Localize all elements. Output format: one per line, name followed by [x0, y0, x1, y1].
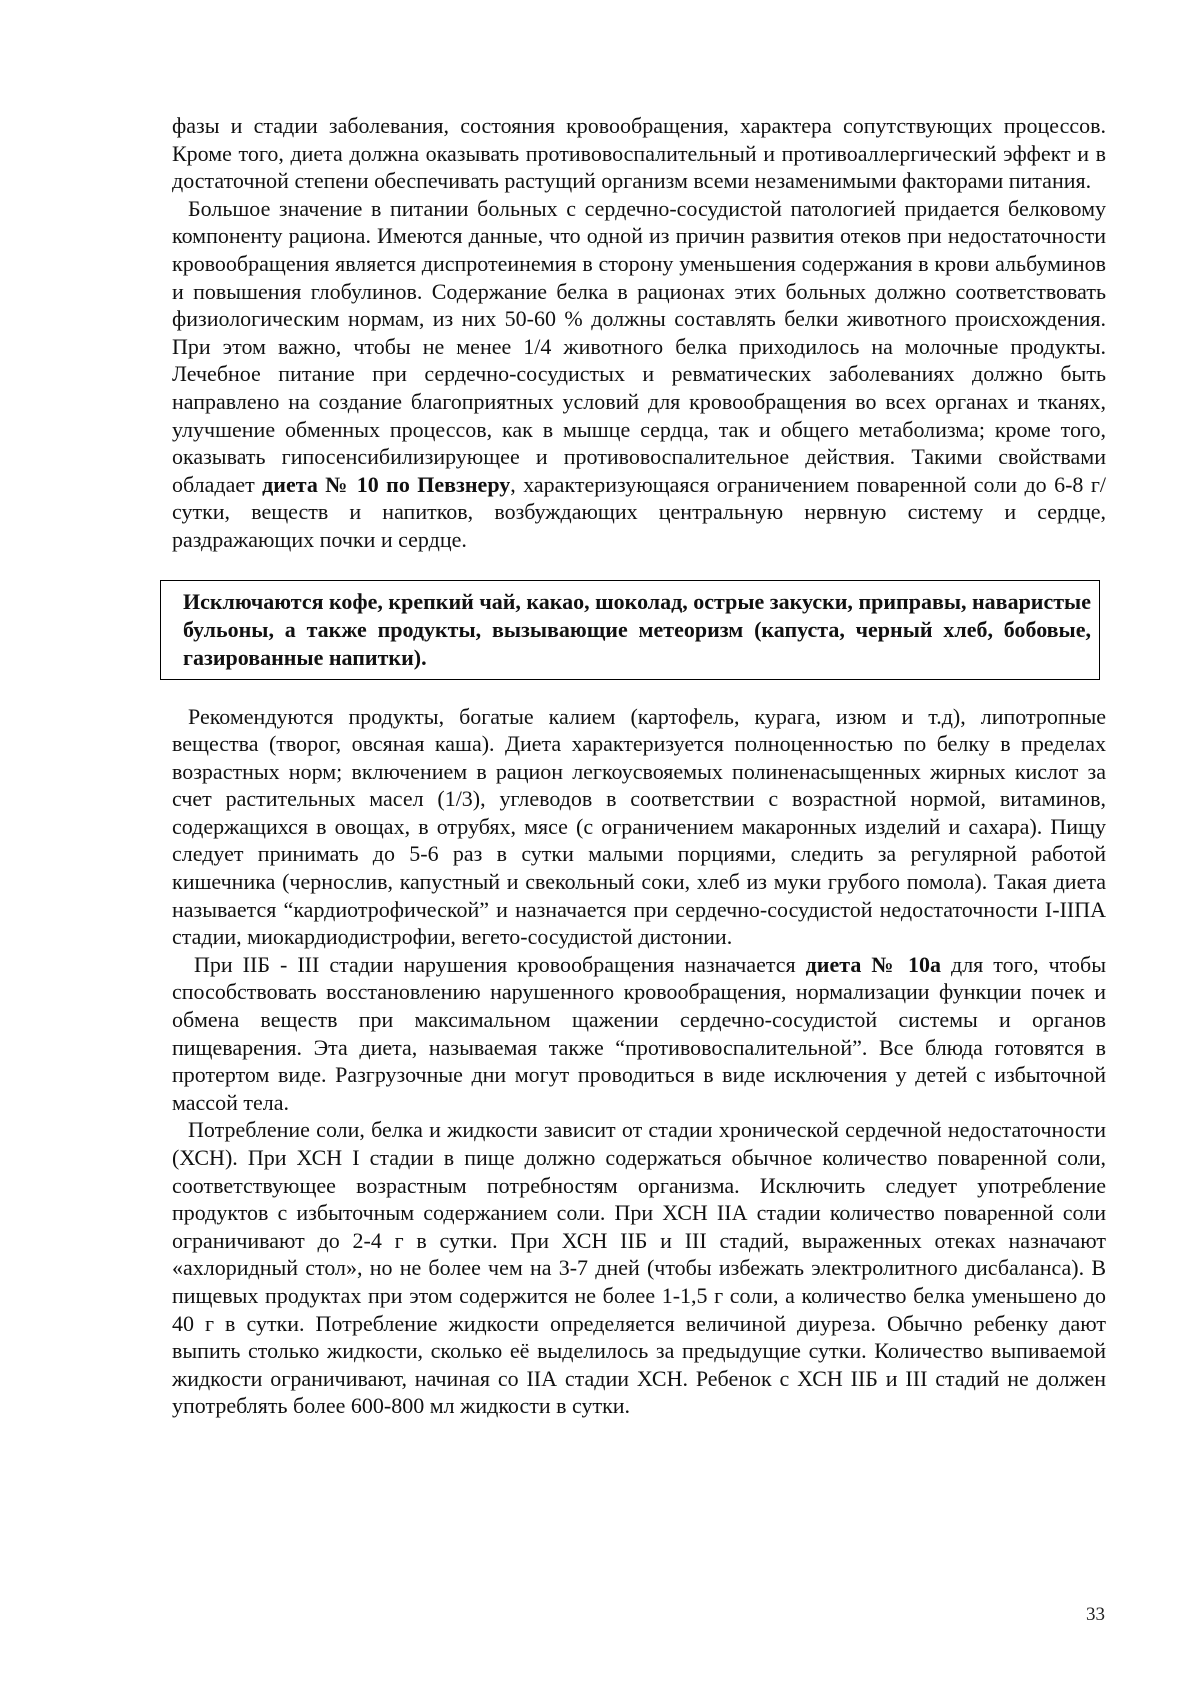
diet-10-name: диета № 10 по Певзнеру [262, 471, 511, 497]
paragraph-diet-goals [172, 112, 1106, 195]
excluded-foods-box [160, 580, 1100, 680]
excluded-foods-text: Исключаются кофе, крепкий чай, какао, шоколад, острые закуски, приправы, наваристые бульоны, а также продукты, вызывающие метеоризм (капуста, черный хлеб, бобовые, газированные напитки). [183, 588, 1091, 670]
paragraph-protein-component [172, 195, 1106, 554]
paragraph-recommended-text: Рекомендуются продукты, богатые калием (картофель, курага, изюм и т.д), липотропные вещества (творог, овсяная каша). Диета характеризуется полноценностью по белку в пределах возрастных норм; включением в рацион легкоусвояемых полиненасыщенных жирных кислот за счет растительных масел (1/3), углеводов в соответствии с возрастной нормой, витаминов, содержащихся в овощах, в отрубях, мясе (с ограничением макаронных изделий и сахара). Пищу следует принимать до 5-6 раз в сутки малыми порциями, следить за регулярной работой кишечника (чернослив, капустный и свекольный соки, хлеб из муки грубого помола). Такая диета называется “кардиотрофической” и назначается при сердечно-сосудистой недостаточности I-IIПА стадии, миокардиодистрофии, вегето-сосудистой дистонии. [172, 703, 1106, 950]
paragraph-diet-10a-text-end: для того, чтобы способствовать восстановлению нарушенного кровообращения, нормализации функции почек и обмена веществ при максимальном щажении сердечно-сосудистой системы и органов пищеварения. Эта диета, называемая также “противовоспалительной”. Все блюда готовятся в протертом виде. Разгрузочные дни могут проводиться в виде исключения у детей с избыточной массой тела. [172, 951, 1106, 1115]
paragraph-diet-goals-text: фазы и стадии заболевания, состояния кровообращения, характера сопутствующих процессов. Кроме того, диета должна оказывать противовоспалительный и противоаллергический эффект и в достаточной степени обеспечивать растущий организм всеми незаменимыми факторами питания. [172, 113, 1106, 194]
paragraph-salt-text: Потребление соли, белка и жидкости зависит от стадии хронической сердечной недостаточности (ХСН). При ХСН I стадии в пище должно содержаться обычное количество поваренной соли, соответствующее возрастным потребностям организма. Исключить следует употребление продуктов с избыточным содержанием соли. При ХСН IIА стадии количество поваренной соли ограничивают до 2-4 г в сутки. При ХСН IIБ и III стадий, выраженных отеках назначают «ахлоридный стол», но не более чем на 3-7 дней (чтобы избежать электролитного дисбаланса). В пищевых продуктах при этом содержится не более 1-1,5 г соли, а количество белка уменьшено до 40 г в сутки. Потребление жидкости определяется величиной диуреза. Обычно ребенку дают выпить столько жидкости, сколько её выделилось за предыдущие сутки. Количество выпиваемой жидкости ограничивают, начиная со IIА стадии ХСН. Ребенок с ХСН IIБ и III стадий не должен употреблять более 600-800 мл жидкости в сутки. [172, 1117, 1106, 1419]
paragraph-recommended-foods [172, 703, 1106, 951]
paragraph-diet-10a [172, 951, 1106, 1117]
paragraph-protein-text: Большое значение в питании больных с сердечно-сосудистой патологией придается белковому компоненту рациона. Имеются данные, что одной из причин развития отеков при недостаточности кровообращения является диспротеинемия в сторону уменьшения содержания в крови альбуминов и повышения глобулинов. Содержание белка в рационах этих больных должно соответствовать физиологическим нормам, из них 50-60 % должны составлять белки животного происхождения. При этом важно, чтобы не менее 1/4 животного белка приходилось на молочные продукты. Лечебное питание при сердечно-сосудистых и ревматических заболеваниях должно быть направлено на создание благоприятных условий для кровообращения во всех органах и тканях, улучшение обменных процессов, как в мышце сердца, так и общего метаболизма; кроме того, оказывать гипосенсибилизирующее и противовоспалительное действия. Такими свойствами обладает [172, 195, 1106, 497]
diet-10a-name: диета № 10а [805, 951, 941, 977]
spacer [172, 680, 1106, 703]
paragraph-protein-text-end: , характеризующаяся ограничением поваренной соли до 6-8 г/сутки, веществ и напитков, возбуждающих центральную нервную систему и сердце, раздражающих почки и сердце. [172, 471, 1106, 552]
spacer [172, 554, 1106, 580]
paragraph-diet-10a-text: При IIБ - III стадии нарушения кровообращения назначается [194, 951, 806, 977]
page-number: 33 [1086, 1604, 1105, 1625]
document-body [172, 112, 1106, 1420]
paragraph-salt-protein-fluid [172, 1116, 1106, 1420]
